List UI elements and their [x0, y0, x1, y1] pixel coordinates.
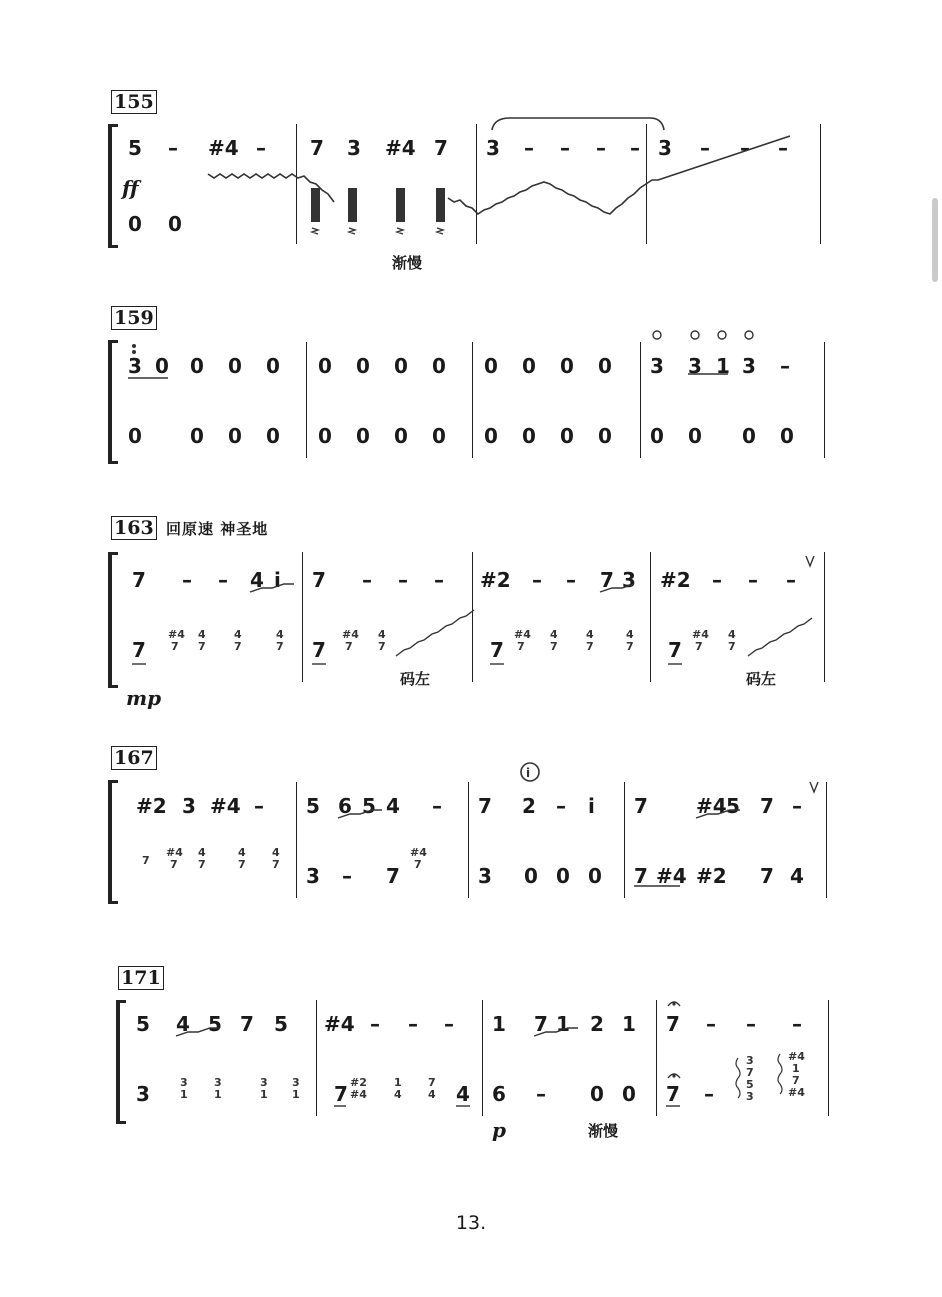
dynamic-marking: p	[492, 1118, 506, 1142]
upper-note: 7	[478, 794, 492, 818]
lower-note: 0	[168, 212, 182, 236]
lower-note: #2	[696, 864, 727, 888]
upper-note: –	[792, 794, 802, 818]
upper-note: 0	[228, 354, 242, 378]
svg-text:#4: #4	[692, 628, 709, 641]
upper-note: 0	[522, 354, 536, 378]
upper-note: –	[706, 1012, 716, 1036]
lower-note: 0	[522, 424, 536, 448]
upper-note: 6	[338, 794, 352, 818]
upper-note: 0	[484, 354, 498, 378]
svg-text:4: 4	[394, 1088, 402, 1101]
upper-note: –	[560, 136, 570, 160]
svg-text:7: 7	[198, 640, 206, 653]
dynamic-marking: ff	[122, 176, 139, 200]
lower-note: 0	[484, 424, 498, 448]
svg-text:#4: #4	[342, 628, 359, 641]
svg-text:3: 3	[180, 1076, 188, 1089]
upper-note: 7	[634, 794, 648, 818]
upper-note: #2	[480, 568, 511, 592]
upper-note: 3	[742, 354, 756, 378]
upper-note: 0	[598, 354, 612, 378]
upper-note: –	[792, 1012, 802, 1036]
upper-note: 0	[190, 354, 204, 378]
performance-instruction: 码左	[400, 670, 431, 688]
upper-note: #2	[660, 568, 691, 592]
lower-note: 0	[556, 864, 570, 888]
upper-note: –	[566, 568, 576, 592]
lower-note: 0	[688, 424, 702, 448]
svg-text:4: 4	[198, 628, 206, 641]
upper-note: #4	[324, 1012, 355, 1036]
system-163	[0, 516, 942, 716]
upper-note: –	[780, 354, 790, 378]
lower-note: 0	[588, 864, 602, 888]
upper-note: 1	[716, 354, 730, 378]
svg-text:4: 4	[626, 628, 634, 641]
lower-note: 7	[760, 864, 774, 888]
system-155	[0, 90, 942, 280]
upper-note: –	[712, 568, 722, 592]
lower-note: 0	[228, 424, 242, 448]
svg-text:7: 7	[142, 854, 150, 867]
chord-stacks-and-fermatas	[0, 966, 942, 1156]
svg-text:7: 7	[345, 640, 353, 653]
lower-note: 0	[356, 424, 370, 448]
upper-note: 7	[434, 136, 448, 160]
upper-note: 7	[132, 568, 146, 592]
lower-note: 0	[318, 424, 332, 448]
tempo-marking: 回原速 神圣地	[166, 520, 269, 538]
upper-note: –	[408, 1012, 418, 1036]
svg-text:#4: #4	[166, 846, 183, 859]
upper-note: 7	[240, 1012, 254, 1036]
upper-note: –	[700, 136, 710, 160]
upper-note: –	[630, 136, 640, 160]
rehearsal-mark: 171	[118, 966, 164, 990]
upper-note: –	[218, 568, 228, 592]
svg-text:7: 7	[517, 640, 525, 653]
upper-note: 5	[208, 1012, 222, 1036]
svg-text:#4: #4	[350, 1088, 367, 1101]
upper-note: i	[588, 794, 595, 818]
svg-text:7: 7	[728, 640, 736, 653]
performance-instruction: 渐慢	[392, 254, 423, 272]
svg-text:7: 7	[272, 858, 280, 871]
rehearsal-mark: 163	[111, 516, 157, 540]
upper-note: 0	[155, 354, 169, 378]
lower-note: 0	[622, 1082, 636, 1106]
svg-text:1: 1	[260, 1088, 268, 1101]
svg-text:1: 1	[394, 1076, 402, 1089]
lower-note: 0	[128, 424, 142, 448]
svg-text:7: 7	[428, 1076, 436, 1089]
upper-note: 0	[266, 354, 280, 378]
system-171	[0, 966, 942, 1156]
lower-note: 0	[780, 424, 794, 448]
lower-note: 7	[132, 638, 146, 662]
svg-text:#4: #4	[514, 628, 531, 641]
upper-note: 5	[274, 1012, 288, 1036]
upper-note: 7	[312, 568, 326, 592]
upper-note: –	[740, 136, 750, 160]
performance-instruction: 码左	[746, 670, 777, 688]
rehearsal-mark: 159	[111, 306, 157, 330]
svg-text:7: 7	[378, 640, 386, 653]
upper-note: –	[778, 136, 788, 160]
upper-note: 1	[556, 1012, 570, 1036]
lower-note: 7	[334, 1082, 348, 1106]
lower-note: 7	[666, 1082, 680, 1106]
lower-note: 0	[128, 212, 142, 236]
upper-note: –	[398, 568, 408, 592]
svg-text:#4: #4	[410, 846, 427, 859]
performance-instruction: 渐慢	[588, 1122, 619, 1140]
upper-note: 3	[182, 794, 196, 818]
svg-text:7: 7	[234, 640, 242, 653]
upper-note: –	[444, 1012, 454, 1036]
upper-note: #4	[385, 136, 416, 160]
lower-note: 3	[306, 864, 320, 888]
svg-text:3: 3	[746, 1090, 754, 1103]
upper-note: –	[362, 568, 372, 592]
rehearsal-mark: 167	[111, 746, 157, 770]
svg-text:1: 1	[180, 1088, 188, 1101]
lower-note: 0	[524, 864, 538, 888]
svg-text:7: 7	[171, 640, 179, 653]
harmonic-circles	[0, 306, 942, 476]
lower-note: 0	[742, 424, 756, 448]
svg-text:5: 5	[746, 1078, 754, 1091]
svg-text:7: 7	[792, 1074, 800, 1087]
upper-note: 0	[432, 354, 446, 378]
svg-text:7: 7	[586, 640, 594, 653]
chord-stacks-and-slides	[0, 516, 942, 716]
upper-note: 3	[622, 568, 636, 592]
upper-note: –	[532, 568, 542, 592]
dynamic-marking: mp	[126, 686, 162, 710]
svg-text:1: 1	[792, 1062, 800, 1075]
glissando-lines	[0, 90, 942, 280]
upper-note: 0	[356, 354, 370, 378]
lower-note: 0	[650, 424, 664, 448]
upper-note: –	[596, 136, 606, 160]
lower-note: –	[704, 1082, 714, 1106]
scrollbar-thumb[interactable]	[932, 198, 938, 282]
upper-note: –	[748, 568, 758, 592]
svg-text:7: 7	[198, 858, 206, 871]
lower-note: 6	[492, 1082, 506, 1106]
upper-note: #4	[696, 794, 727, 818]
svg-text:7: 7	[626, 640, 634, 653]
system-167	[0, 746, 942, 926]
lower-note: –	[536, 1082, 546, 1106]
lower-note: –	[342, 864, 352, 888]
upper-note: 5	[306, 794, 320, 818]
svg-text:7: 7	[695, 640, 703, 653]
upper-note: 1	[622, 1012, 636, 1036]
svg-text:7: 7	[170, 858, 178, 871]
svg-text:4: 4	[586, 628, 594, 641]
upper-note: #4	[208, 136, 239, 160]
svg-text:7: 7	[414, 858, 422, 871]
upper-note: –	[524, 136, 534, 160]
upper-note: 3	[650, 354, 664, 378]
upper-note: 7	[760, 794, 774, 818]
upper-note: 5	[362, 794, 376, 818]
upper-note: 0	[318, 354, 332, 378]
lower-note: 0	[590, 1082, 604, 1106]
svg-text:3: 3	[292, 1076, 300, 1089]
svg-text:4: 4	[550, 628, 558, 641]
upper-note: 5	[136, 1012, 150, 1036]
upper-note: 2	[522, 794, 536, 818]
lower-note: 0	[598, 424, 612, 448]
lower-note: 3	[478, 864, 492, 888]
svg-text:1: 1	[292, 1088, 300, 1101]
lower-note: #4	[656, 864, 687, 888]
svg-text:3: 3	[214, 1076, 222, 1089]
lower-note: 0	[394, 424, 408, 448]
svg-text:4: 4	[198, 846, 206, 859]
page-number: 13.	[455, 1212, 487, 1234]
upper-note: 2	[590, 1012, 604, 1036]
lower-note: 0	[190, 424, 204, 448]
lower-note: 0	[266, 424, 280, 448]
lower-note: 0	[432, 424, 446, 448]
svg-text:4: 4	[272, 846, 280, 859]
upper-note: –	[556, 794, 566, 818]
upper-note: –	[168, 136, 178, 160]
upper-note: 4	[386, 794, 400, 818]
upper-note: –	[256, 136, 266, 160]
upper-note: 3	[128, 354, 142, 378]
upper-note: –	[434, 568, 444, 592]
upper-note: 7	[600, 568, 614, 592]
upper-note: 7	[666, 1012, 680, 1036]
upper-note: 3	[688, 354, 702, 378]
lower-note: 0	[560, 424, 574, 448]
svg-text:#4: #4	[168, 628, 185, 641]
upper-note: 3	[347, 136, 361, 160]
svg-text:3: 3	[260, 1076, 268, 1089]
upper-note: 0	[394, 354, 408, 378]
lower-note: 7	[668, 638, 682, 662]
svg-text:4: 4	[276, 628, 284, 641]
upper-note: 3	[486, 136, 500, 160]
upper-note: #2	[136, 794, 167, 818]
svg-text:1: 1	[214, 1088, 222, 1101]
upper-note: i	[274, 568, 281, 592]
lower-note: 7	[490, 638, 504, 662]
svg-text:4: 4	[428, 1088, 436, 1101]
upper-note: –	[746, 1012, 756, 1036]
rehearsal-mark: 155	[111, 90, 157, 114]
upper-note: –	[432, 794, 442, 818]
upper-note: –	[182, 568, 192, 592]
upper-note: –	[786, 568, 796, 592]
svg-text:#2: #2	[350, 1076, 367, 1089]
upper-note: 5	[128, 136, 142, 160]
svg-text:7: 7	[276, 640, 284, 653]
svg-text:4: 4	[234, 628, 242, 641]
upper-note: 4	[250, 568, 264, 592]
upper-note: 3	[658, 136, 672, 160]
upper-note: –	[370, 1012, 380, 1036]
lower-note: 7	[386, 864, 400, 888]
svg-text:i: i	[526, 766, 531, 780]
svg-text:4: 4	[238, 846, 246, 859]
upper-note: –	[254, 794, 264, 818]
svg-text:4: 4	[378, 628, 386, 641]
lower-note: 7	[634, 864, 648, 888]
chord-stacks-and-slurs	[0, 746, 942, 926]
svg-text:4: 4	[728, 628, 736, 641]
upper-note: 0	[560, 354, 574, 378]
upper-note: 5	[726, 794, 740, 818]
system-159	[0, 306, 942, 476]
lower-note: 4	[456, 1082, 470, 1106]
upper-note: 4	[176, 1012, 190, 1036]
svg-text:7: 7	[746, 1066, 754, 1079]
lower-note: 4	[790, 864, 804, 888]
upper-note: 7	[310, 136, 324, 160]
lower-note: 7	[312, 638, 326, 662]
svg-text:#4: #4	[788, 1086, 805, 1099]
upper-note: 1	[492, 1012, 506, 1036]
svg-text:7: 7	[550, 640, 558, 653]
svg-text:3: 3	[746, 1054, 754, 1067]
upper-note: #4	[210, 794, 241, 818]
lower-note: 3	[136, 1082, 150, 1106]
upper-note: 7	[534, 1012, 548, 1036]
svg-text:7: 7	[238, 858, 246, 871]
svg-text:#4: #4	[788, 1050, 805, 1063]
